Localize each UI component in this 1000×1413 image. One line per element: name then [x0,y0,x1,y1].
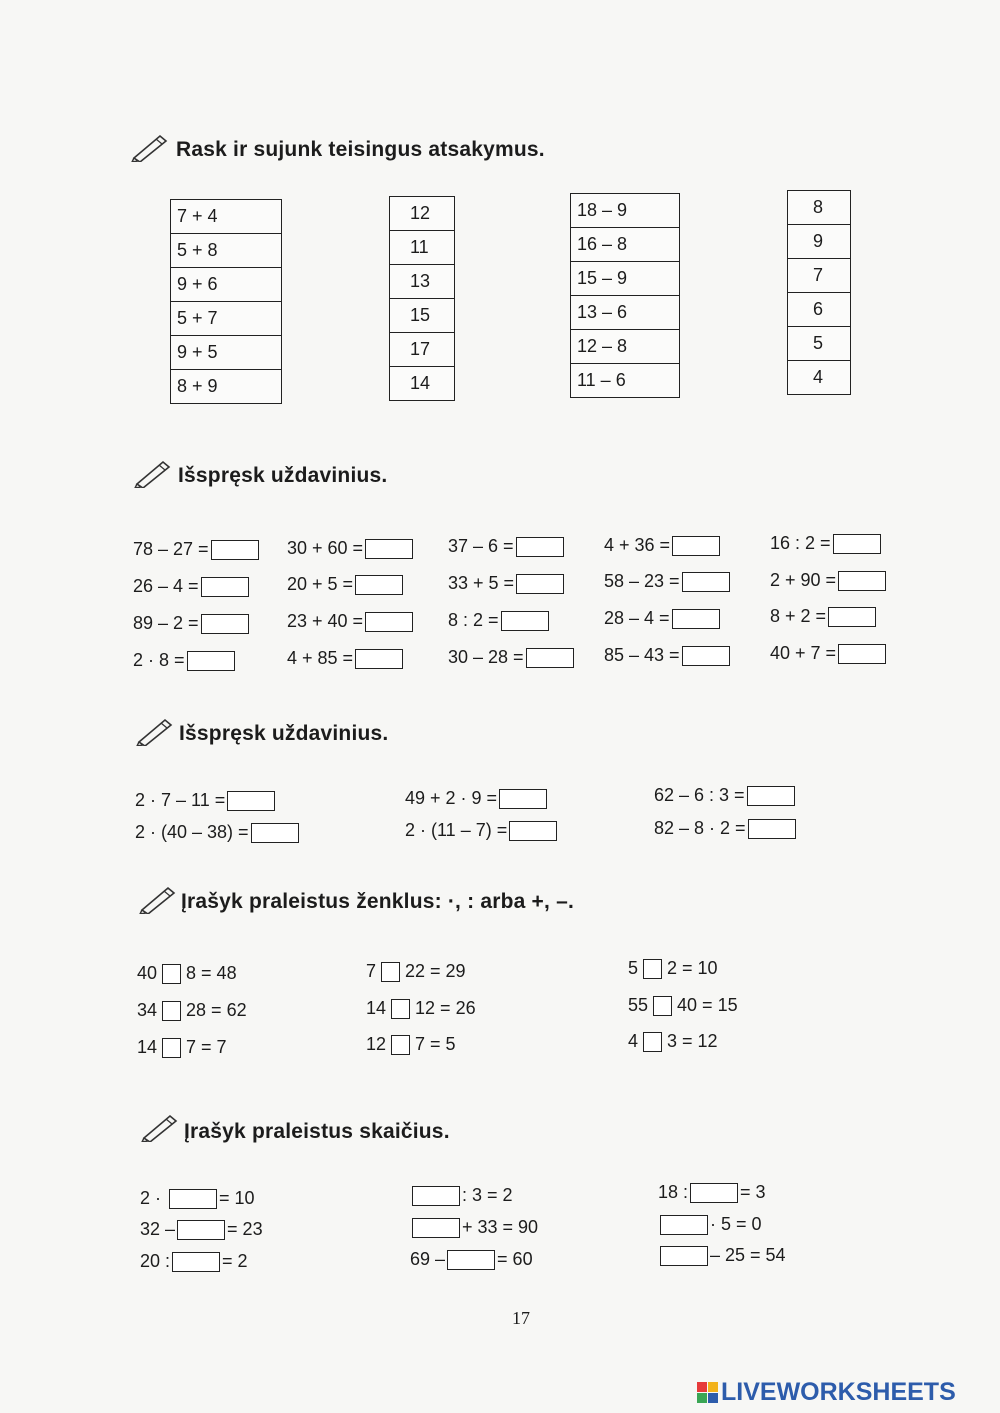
exercise-text: 2 · (40 – 38) = [135,822,249,842]
section-title-missing: Įrašyk praleistus skaičius. [184,1120,450,1143]
answer-box[interactable] [365,539,413,559]
exercise-item [654,818,798,839]
exercise-text: 8 : 2 = [448,610,499,630]
sign-item [137,1037,227,1058]
match-cell[interactable]: 9 + 5 [171,336,282,370]
exercise-item [133,650,237,671]
match-cell[interactable]: 15 – 9 [571,262,680,296]
exercise-text: 37 – 6 = [448,536,514,556]
exercise-text: 40 = 15 [677,995,738,1015]
sign-item [628,1031,718,1052]
answer-box[interactable] [251,823,299,843]
sign-item [366,998,476,1019]
exercise-text: 23 + 40 = [287,611,364,631]
sign-item [366,1034,456,1055]
exercise-text: 4 [628,1031,639,1051]
pencil-icon [140,1112,180,1142]
answer-box[interactable] [682,572,730,592]
answer-box[interactable] [355,575,403,595]
answer-box[interactable] [187,651,235,671]
exercise-text: 14 [137,1037,158,1057]
exercise-text: 4 + 85 = [287,648,354,668]
match-cell[interactable]: 18 – 9 [571,194,680,228]
exercise-text: 89 – 2 = [133,613,199,633]
exercise-item [770,570,888,591]
exercise-text: 14 [366,998,387,1018]
sign-item [628,958,718,979]
exercise-text: 32 – [140,1219,176,1239]
match-column-answers [389,196,455,401]
match-cell[interactable]: 9 [788,225,851,259]
exercise-text: 2 · 7 – 11 = [135,790,226,810]
match-cell[interactable]: 5 + 7 [171,302,282,336]
match-cell[interactable]: 12 – 8 [571,330,680,364]
answer-box[interactable] [201,614,249,634]
sign-box[interactable] [162,1001,181,1021]
answer-box[interactable] [828,607,876,627]
missing-item [140,1188,255,1209]
exercise-text: 58 – 23 = [604,571,680,591]
answer-box[interactable] [748,819,796,839]
answer-box[interactable] [177,1220,225,1240]
logo-grid-icon [697,1382,718,1403]
answer-box[interactable] [660,1246,708,1266]
section-title-signs: Įrašyk praleistus ženklus: ·, : arba +, –. [181,890,574,913]
page-number: 17 [512,1308,530,1328]
exercise-text: 5 [628,958,639,978]
match-cell[interactable]: 11 – 6 [571,364,680,398]
logo-text: LIVEWORKSHEETS [721,1378,956,1406]
exercise-text: 18 : [658,1182,689,1202]
match-cell[interactable]: 16 – 8 [571,228,680,262]
exercise-text: 7 = 5 [415,1034,456,1054]
exercise-text: 2 · (11 – 7) = [405,820,508,840]
match-column-answers [787,190,851,395]
match-cell[interactable]: 7 + 4 [171,200,282,234]
exercise-item [448,647,576,668]
exercise-text: 4 + 36 = [604,535,671,555]
match-cell[interactable]: 9 + 6 [171,268,282,302]
exercise-item [287,574,405,595]
exercise-text: 8 = 48 [186,963,237,983]
exercise-item [448,536,566,557]
sign-box[interactable] [162,1038,181,1058]
answer-box[interactable] [682,646,730,666]
exercise-text: 82 – 8 · 2 = [654,818,746,838]
match-cell[interactable]: 15 [390,299,455,333]
answer-box[interactable] [169,1189,217,1209]
match-cell[interactable]: 14 [390,367,455,401]
exercise-item [287,648,405,669]
sign-item [137,1000,247,1021]
answer-box[interactable] [499,789,547,809]
section-title-solve-2: Išspręsk uždavinius. [179,722,389,745]
exercise-text: 49 + 2 · 9 = [405,788,498,808]
exercise-text: 12 [366,1034,387,1054]
exercise-text: 12 = 26 [415,998,476,1018]
exercise-text: 2 · [140,1188,162,1208]
exercise-item [133,576,251,597]
exercise-text: 85 – 43 = [604,645,680,665]
answer-box[interactable] [412,1218,460,1238]
pencil-icon [133,458,173,488]
sign-box[interactable] [391,1035,410,1055]
missing-item [658,1214,762,1235]
exercise-item [654,785,797,806]
exercise-text: 26 – 4 = [133,576,199,596]
match-cell[interactable]: 4 [788,361,851,395]
exercise-item [770,606,878,627]
answer-box[interactable] [833,534,881,554]
exercise-item [448,573,566,594]
exercise-text: 30 + 60 = [287,538,364,558]
answer-box[interactable] [365,612,413,632]
exercise-text: 40 + 7 = [770,643,837,663]
answer-box[interactable] [526,648,574,668]
sign-box[interactable] [381,962,400,982]
exercise-item [770,533,883,554]
exercise-item [405,820,559,841]
answer-box[interactable] [447,1250,495,1270]
pencil-icon [138,884,178,914]
exercise-text: 40 [137,963,158,983]
answer-box[interactable] [516,574,564,594]
exercise-item [135,822,301,843]
exercise-text: 2 + 90 = [770,570,837,590]
exercise-item [604,645,732,666]
answer-box[interactable] [747,786,795,806]
match-cell[interactable]: 11 [390,231,455,265]
sign-item [628,995,738,1016]
answer-box[interactable] [838,571,886,591]
answer-box[interactable] [690,1183,738,1203]
answer-box[interactable] [672,609,720,629]
exercise-item [604,608,722,629]
exercise-text: 30 – 28 = [448,647,524,667]
exercise-text: = 3 [740,1182,766,1202]
missing-item [658,1245,786,1266]
match-cell[interactable]: 12 [390,197,455,231]
exercise-item [135,790,277,811]
answer-box[interactable] [501,611,549,631]
sign-item [137,963,237,984]
sign-item [366,961,466,982]
exercise-item [448,610,551,631]
exercise-text: 20 : [140,1251,171,1271]
exercise-item [287,611,415,632]
exercise-item [405,788,549,809]
answer-box[interactable] [412,1186,460,1206]
answer-box[interactable] [227,791,275,811]
exercise-text: 3 = 12 [667,1031,718,1051]
exercise-item [287,538,415,559]
answer-box[interactable] [660,1215,708,1235]
exercise-text: 20 + 5 = [287,574,354,594]
exercise-text: = 10 [219,1188,255,1208]
match-cell[interactable]: 7 [788,259,851,293]
exercise-text: · 5 = 0 [710,1214,762,1234]
exercise-text: 16 : 2 = [770,533,831,553]
exercise-text: – 25 = 54 [710,1245,786,1265]
missing-item [410,1249,533,1270]
exercise-text: 55 [628,995,649,1015]
exercise-text: : 3 = 2 [462,1185,513,1205]
answer-box[interactable] [172,1252,220,1272]
exercise-text: 33 + 5 = [448,573,515,593]
exercise-text: = 23 [227,1219,263,1239]
match-cell[interactable]: 5 + 8 [171,234,282,268]
answer-box[interactable] [516,537,564,557]
missing-item [140,1251,248,1272]
missing-item [140,1219,263,1240]
sign-box[interactable] [391,999,410,1019]
answer-box[interactable] [201,577,249,597]
exercise-item [770,643,888,664]
pencil-icon [135,716,175,746]
exercise-text: 2 · 8 = [133,650,185,670]
match-cell[interactable]: 17 [390,333,455,367]
sign-box[interactable] [643,959,662,979]
answer-box[interactable] [838,644,886,664]
missing-item [410,1217,538,1238]
answer-box[interactable] [509,821,557,841]
sign-box[interactable] [643,1032,662,1052]
sign-box[interactable] [162,964,181,984]
exercise-item [604,535,722,556]
exercise-item [133,539,261,560]
exercise-text: 8 + 2 = [770,606,827,626]
exercise-text: 7 = 7 [186,1037,227,1057]
match-cell[interactable]: 5 [788,327,851,361]
pencil-icon [130,132,170,162]
exercise-text: = 60 [497,1249,533,1269]
exercise-text: 7 [366,961,377,981]
exercise-text: 34 [137,1000,158,1020]
answer-box[interactable] [355,649,403,669]
section-title-solve-1: Išspręsk uždavinius. [178,464,388,487]
answer-box[interactable] [211,540,259,560]
exercise-text: + 33 = 90 [462,1217,539,1237]
answer-box[interactable] [672,536,720,556]
section-title-match: Rask ir sujunk teisingus atsakymus. [176,138,545,161]
exercise-text: 69 – [410,1249,446,1269]
match-cell[interactable]: 8 [788,191,851,225]
sign-box[interactable] [653,996,672,1016]
exercise-text: 2 = 10 [667,958,718,978]
exercise-item [133,613,251,634]
match-cell[interactable]: 6 [788,293,851,327]
match-column-expressions [170,199,282,404]
liveworksheets-logo [697,1378,956,1407]
exercise-text: 28 – 4 = [604,608,670,628]
match-cell[interactable]: 13 – 6 [571,296,680,330]
match-column-expressions [570,193,680,398]
exercise-text: 28 = 62 [186,1000,247,1020]
match-cell[interactable]: 13 [390,265,455,299]
exercise-text: = 2 [222,1251,248,1271]
missing-item [658,1182,766,1203]
exercise-item [604,571,732,592]
exercise-text: 78 – 27 = [133,539,209,559]
exercise-text: 62 – 6 : 3 = [654,785,745,805]
missing-item [410,1185,513,1206]
exercise-text: 22 = 29 [405,961,466,981]
match-cell[interactable]: 8 + 9 [171,370,282,404]
